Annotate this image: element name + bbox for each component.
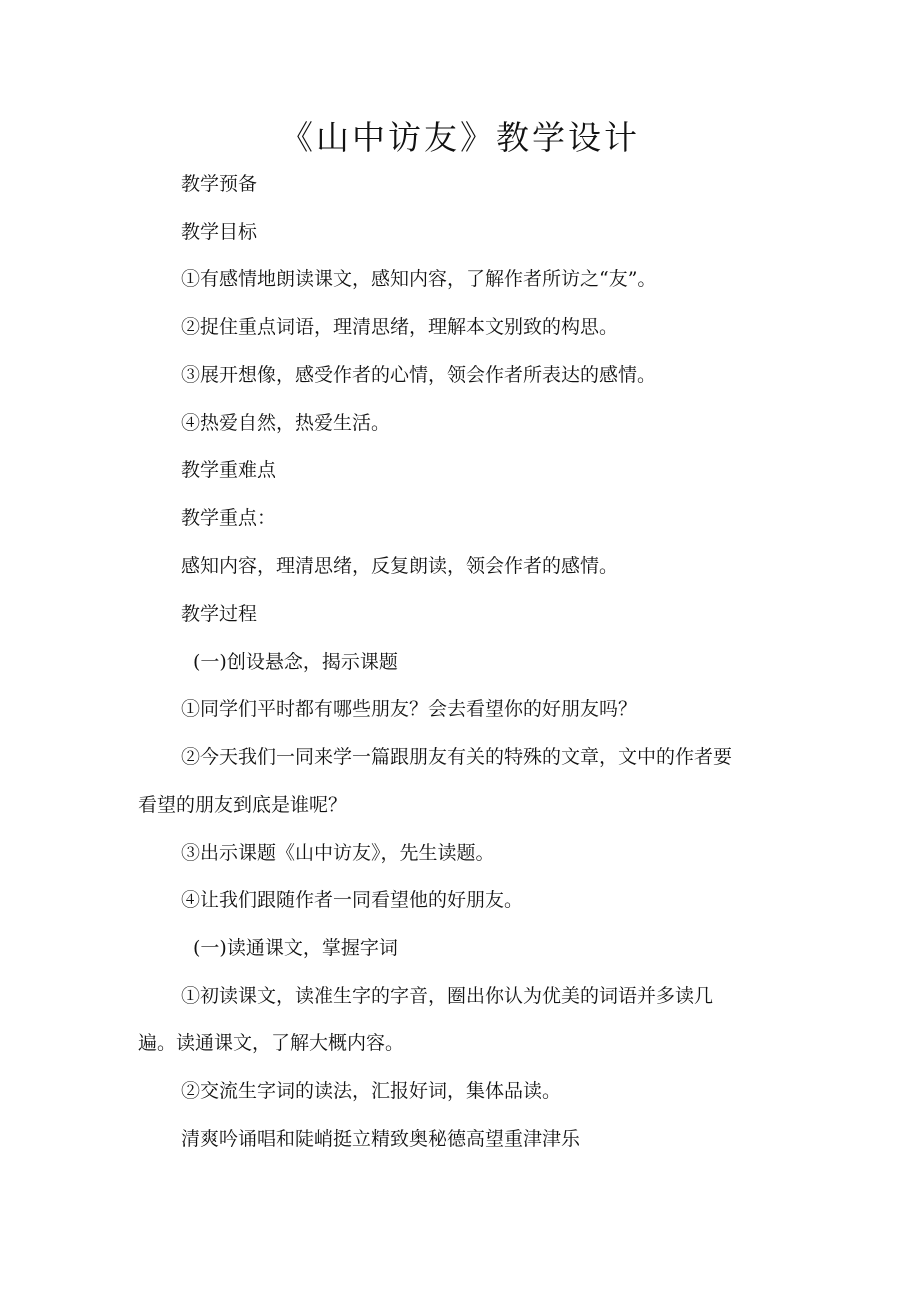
key-points-text: 感知内容，理清思绪，反复朗读，领会作者的感情。: [181, 555, 619, 577]
heading-key-points: 教学重点：: [181, 507, 277, 529]
objective-item-4: ④热爱自然，热爱生活。: [181, 412, 391, 434]
vocabulary-list: 清爽吟诵唱和陡峭挺立精致奥秘德高望重津津乐: [181, 1128, 581, 1150]
section-2-heading: (一)读通课文，掌握字词: [193, 937, 398, 959]
section-1-heading: (一)创设悬念，揭示课题: [193, 651, 398, 673]
heading-objectives: 教学目标: [181, 221, 258, 243]
objective-item-2: ②捉住重点词语，理清思绪，理解本文别致的构思。: [181, 316, 619, 338]
section-1-item-3: ③出示课题《山中访友》，先生读题。: [181, 842, 495, 864]
section-1-item-1: ①同学们平时都有哪些朋友？会去看望你的好朋友吗？: [181, 698, 638, 720]
document-title: 《山中访友》教学设计: [280, 118, 640, 157]
section-2-item-2: ②交流生字词的读法，汇报好词，集体品读。: [181, 1080, 562, 1102]
heading-key-difficulties: 教学重难点: [181, 459, 277, 481]
section-2-item-1-cont: 遍。读通课文，了解大概内容。: [138, 1032, 405, 1054]
section-1-item-2-cont: 看望的朋友到底是谁呢？: [138, 794, 348, 816]
section-2-item-1: ①初读课文，读准生字的字音，圈出你认为优美的词语并多读几: [181, 985, 714, 1007]
heading-process: 教学过程: [181, 603, 258, 625]
heading-preparation: 教学预备: [181, 173, 258, 195]
section-1-item-4: ④让我们跟随作者一同看望他的好朋友。: [181, 889, 524, 911]
section-1-item-2: ②今天我们一同来学一篇跟朋友有关的特殊的文章，文中的作者要: [181, 746, 733, 768]
objective-item-3: ③展开想像，感受作者的心情，领会作者所表达的感情。: [181, 364, 657, 386]
objective-item-1: ①有感情地朗读课文，感知内容，了解作者所访之“友”。: [181, 268, 657, 290]
